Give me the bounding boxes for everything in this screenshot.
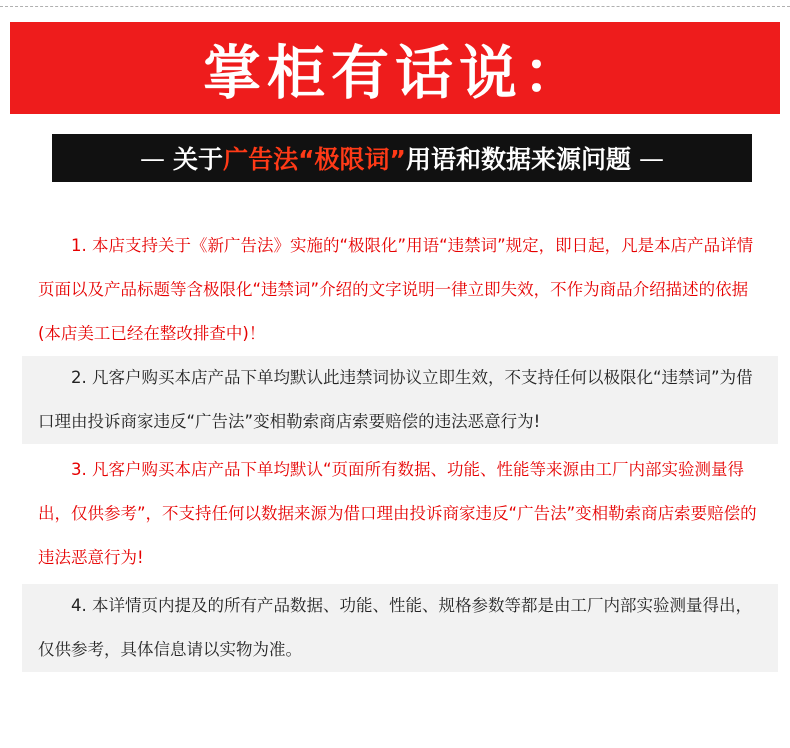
subtitle-highlight: 广告法“极限词”: [223, 145, 406, 174]
subtitle-banner: [52, 134, 752, 182]
page-title-text: 掌柜有话说：: [202, 39, 587, 107]
subtitle-suffix: 用语和数据来源问题: [405, 145, 631, 174]
notice-paragraph-1: 1. 本店支持关于《新广告法》实施的“极限化”用语“违禁词”规定，即日起，凡是本店产品详情页面以及产品标题等含极限化“违禁词”介绍的文字说明一律立即失效，不作为商品介绍描述的依据(本店美工已经在整改排查中)！: [22, 224, 778, 356]
notice-paragraph-4: 4. 本详情页内提及的所有产品数据、功能、性能、规格参数等都是由工厂内部实验测量得出，仅供参考，具体信息请以实物为准。: [22, 584, 778, 672]
subtitle-dash-right: —: [638, 143, 664, 173]
top-divider: [0, 6, 790, 7]
notice-paragraph-3: 3. 凡客户购买本店产品下单均默认“页面所有数据、功能、性能等来源由工厂内部实验测量得出，仅供参考”，不支持任何以数据来源为借口理由投诉商家违反“广告法”变相勒索商店索要赔偿的违法恶意行为!: [22, 448, 778, 578]
subtitle-prefix: 关于: [173, 145, 224, 174]
subtitle-dash-left: —: [140, 143, 166, 173]
page-title: [10, 22, 780, 114]
notice-paragraph-2: 2. 凡客户购买本店产品下单均默认此违禁词协议立即生效，不支持任何以极限化“违禁词”为借口理由投诉商家违反“广告法”变相勒索商店索要赔偿的违法恶意行为!: [22, 356, 778, 444]
